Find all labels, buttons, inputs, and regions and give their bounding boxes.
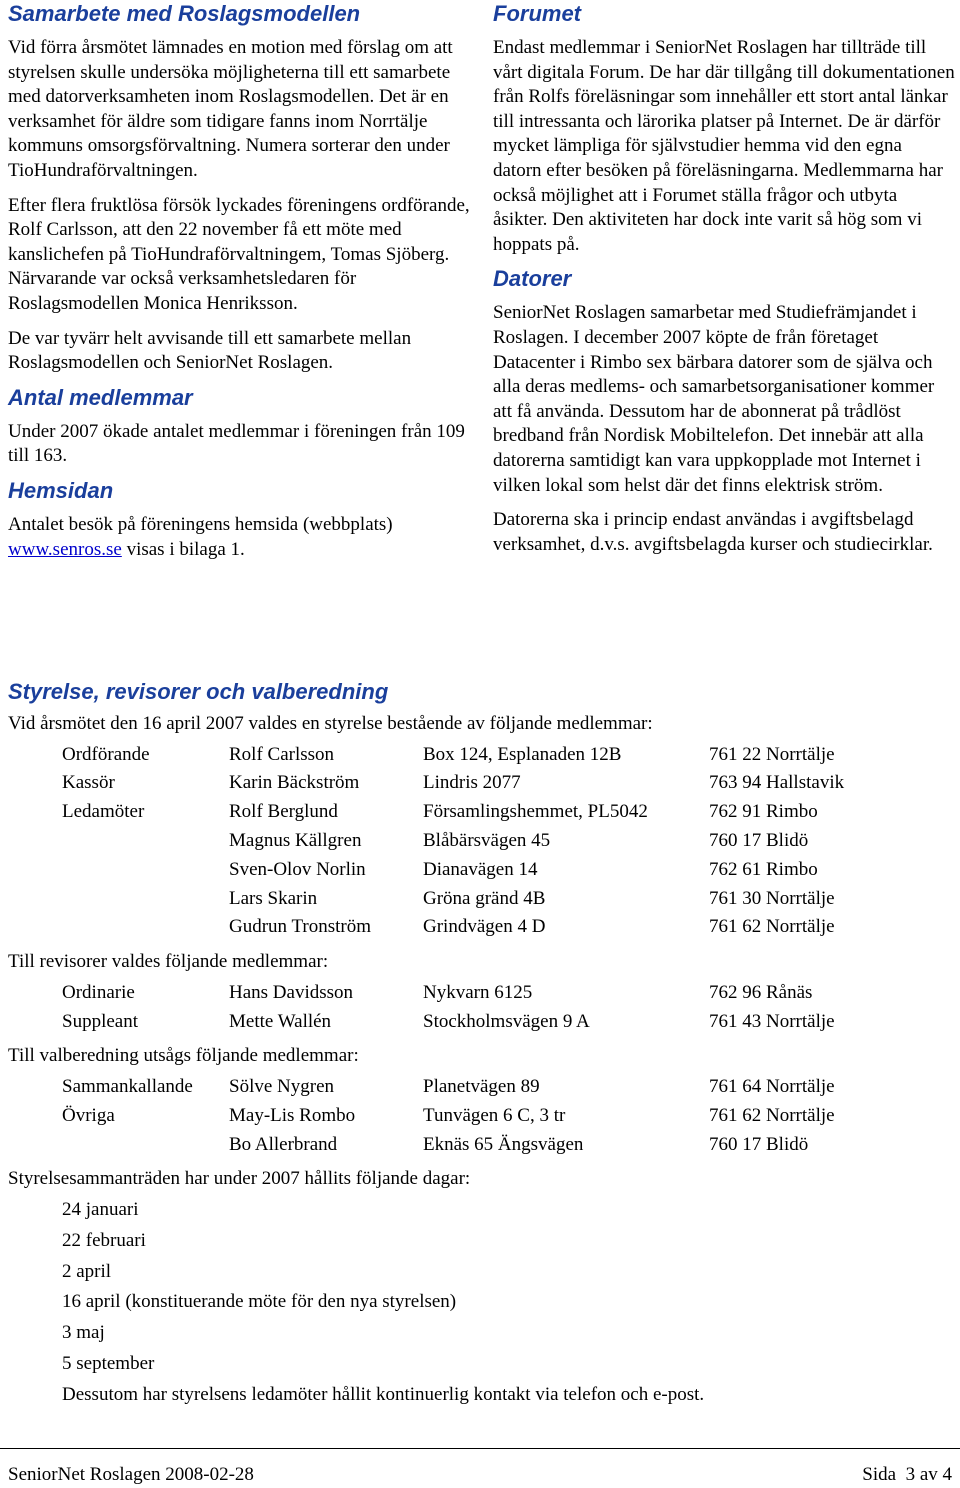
valberedning-intro: Till valberedning utsågs följande medlemmar: (8, 1045, 359, 1067)
role-cell: Ordinarie (62, 981, 135, 1003)
postal-cell: 762 61 Rimbo (709, 858, 818, 880)
hemsidan-text-after: visas i bilaga 1. (121, 538, 245, 560)
name-cell: Rolf Berglund (229, 801, 338, 823)
address-cell: Eknäs 65 Ängsvägen (423, 1133, 584, 1155)
meeting-date: 2 april (62, 1260, 112, 1282)
name-cell: Karin Bäckström (229, 772, 360, 794)
table-row (62, 800, 909, 829)
revisor-intro: Till revisorer valdes följande medlemmar: (8, 951, 329, 973)
postal-cell: 761 43 Norrtälje (709, 1010, 835, 1032)
address-cell: Tunvägen 6 C, 3 tr (423, 1104, 566, 1126)
meeting-date: 24 januari (62, 1198, 139, 1220)
role-cell: Suppleant (62, 1010, 138, 1032)
heading-antal-medlemmar: Antal medlemmar (8, 384, 193, 410)
heading-datorer: Datorer (493, 266, 572, 292)
paragraph-samarbete-3: De var tyvärr helt avvisande till ett samarbete mellan Roslagsmodellen och SeniorNet Roslagen. (8, 327, 412, 374)
name-cell: Mette Wallén (229, 1010, 332, 1032)
footer-organization-date: SeniorNet Roslagen 2008-02-28 (8, 1464, 254, 1485)
meetings-intro: Styrelsesammanträden har under 2007 hållits följande dagar: (8, 1168, 471, 1190)
board-table (62, 743, 909, 945)
role-cell (62, 887, 229, 916)
address-cell: Box 124, Esplanaden 12B (423, 743, 622, 765)
paragraph-hemsidan (8, 513, 470, 562)
postal-cell: 761 62 Norrtälje (709, 1104, 835, 1126)
address-cell: Lindris 2077 (423, 772, 521, 794)
closing-note: Dessutom har styrelsens ledamöter hållit kontinuerlig kontakt via telefon och e-post. (62, 1383, 705, 1405)
left-column (8, 0, 470, 562)
role-cell: Kassör (62, 772, 115, 794)
table-row (62, 858, 909, 887)
address-cell: Dianavägen 14 (423, 858, 538, 880)
meeting-date: 22 februari (62, 1229, 146, 1251)
heading-hemsidan: Hemsidan (8, 477, 114, 503)
address-cell: Grindvägen 4 D (423, 916, 546, 938)
table-row (62, 1133, 909, 1162)
valberedning-table (62, 1075, 909, 1161)
address-cell: Blåbärsvägen 45 (423, 829, 551, 851)
address-cell: Gröna gränd 4B (423, 887, 546, 909)
postal-cell: 760 17 Blidö (709, 1133, 809, 1155)
role-cell: Ordförande (62, 743, 150, 765)
postal-cell: 761 22 Norrtälje (709, 743, 835, 765)
styrelse-section (8, 678, 953, 1414)
name-cell: Bo Allerbrand (229, 1133, 338, 1155)
role-cell (62, 915, 229, 944)
table-row (62, 829, 909, 858)
address-cell: Församlingshemmet, PL5042 (423, 801, 648, 823)
name-cell: Sven-Olov Norlin (229, 858, 366, 880)
postal-cell: 763 94 Hallstavik (709, 772, 845, 794)
name-cell: Rolf Carlsson (229, 743, 335, 765)
meeting-date: 3 maj (62, 1322, 105, 1344)
hemsidan-text-before: Antalet besök på föreningens hemsida (webbplats) (8, 513, 393, 535)
table-row (62, 915, 909, 944)
heading-styrelse: Styrelse, revisorer och valberedning (8, 679, 389, 704)
postal-cell: 761 62 Norrtälje (709, 916, 835, 938)
right-column (493, 0, 955, 557)
address-cell: Nykvarn 6125 (423, 981, 533, 1003)
postal-cell: 761 64 Norrtälje (709, 1075, 835, 1097)
address-cell: Stockholmsvägen 9 A (423, 1010, 590, 1032)
name-cell: Magnus Källgren (229, 829, 362, 851)
name-cell: Hans Davidsson (229, 981, 354, 1003)
page-label: Sida (862, 1464, 897, 1485)
table-row (62, 743, 909, 772)
footer-divider (0, 1448, 960, 1449)
table-row (62, 887, 909, 916)
postal-cell: 762 96 Rånäs (709, 981, 813, 1003)
role-cell (62, 829, 229, 858)
postal-cell: 762 91 Rimbo (709, 801, 818, 823)
table-row (62, 771, 909, 800)
table-row (62, 981, 909, 1010)
senros-link[interactable]: www.senros.se (8, 538, 122, 560)
name-cell: May-Lis Rombo (229, 1104, 356, 1126)
board-intro: Vid årsmötet den 16 april 2007 valdes en styrelse bestående av följande medlemmar: (8, 713, 653, 734)
name-cell: Sölve Nygren (229, 1075, 335, 1097)
paragraph-samarbete-2: Efter flera fruktlösa försök lyckades föreningens ordförande, Rolf Carlsson, att den 22 november få ett möte med kanslichefen på TioHundraförvaltningem, Tomas Sjöberg. Närvarande var också verksamhetsledaren för Roslagsmodellen Monica Henriksson. (8, 194, 470, 314)
role-cell: Övriga (62, 1104, 115, 1126)
role-cell (62, 858, 229, 887)
footer-page-number (862, 1463, 952, 1488)
meeting-date: 5 september (62, 1352, 155, 1374)
heading-forumet: Forumet (493, 1, 581, 26)
name-cell: Gudrun Tronström (229, 916, 371, 938)
paragraph-samarbete-1: Vid förra årsmötet lämnades en motion med förslag om att styrelsen skulle undersöka möjligheterna till ett samarbete med datorverksamheten inom Roslagsmodellen. Det är en verksamhet för äldre som tidigare fanns inom Norrtälje kommuns omsorgsförvaltning. Numera sorterar den under TioHundraförvaltningen. (8, 37, 453, 181)
postal-cell: 760 17 Blidö (709, 829, 809, 851)
name-cell: Lars Skarin (229, 887, 318, 909)
page-current: 3 (905, 1464, 916, 1485)
paragraph-antal-medlemmar: Under 2007 ökade antalet medlemmar i föreningen från 109 till 163. (8, 420, 465, 467)
postal-cell: 761 30 Norrtälje (709, 887, 835, 909)
role-cell: Sammankallande (62, 1075, 193, 1097)
role-cell (62, 1133, 229, 1162)
table-row (62, 1104, 909, 1133)
table-row (62, 1075, 909, 1104)
paragraph-datorer-1: SeniorNet Roslagen samarbetar med Studiefrämjandet i Roslagen. I december 2007 köpte de från företaget Datacenter i Rimbo sex bärbara datorer som de själva och alla deras medlems- och samarbetsorganisationer kommer att få använda. Dessutom har de abonnerat på trådlöst bredband från Nordisk Mobiltelefon. Det innebär att alla datorerna samtidigt kan vara uppkopplade mot Internet i vilken lokal som helst där det finns elektrisk ström. (493, 302, 935, 496)
paragraph-forumet: Endast medlemmar i SeniorNet Roslagen har tillträde till vårt digitala Forum. De har där tillgång till dokumentationen från Rolfs föreläsningar som innehåller ett stort antal länkar till intressanta och lärorika platser på Internet. De är därför mycket lämpliga för självstudier hemma vid den egna datorn efter besöken på föreläsningarna. Medlemmarna har också möjlighet att i Forumet ställa frågor och utbyta åsikter. Den aktiviteten har dock inte varit så hög som vi hoppats på. (493, 37, 955, 255)
table-row (62, 1010, 909, 1039)
paragraph-datorer-2: Datorerna ska i princip endast användas i avgiftsbelagd verksamhet, d.v.s. avgiftsbelagda kurser och studiecirklar. (493, 509, 933, 555)
revisor-table (62, 981, 909, 1039)
address-cell: Planetvägen 89 (423, 1075, 540, 1097)
heading-samarbete: Samarbete med Roslagsmodellen (8, 1, 361, 26)
meeting-dates (62, 1198, 953, 1414)
meeting-date: 16 april (konstituerande möte för den nya styrelsen) (62, 1291, 457, 1313)
page-total: av 4 (919, 1464, 952, 1485)
role-cell: Ledamöter (62, 801, 145, 823)
